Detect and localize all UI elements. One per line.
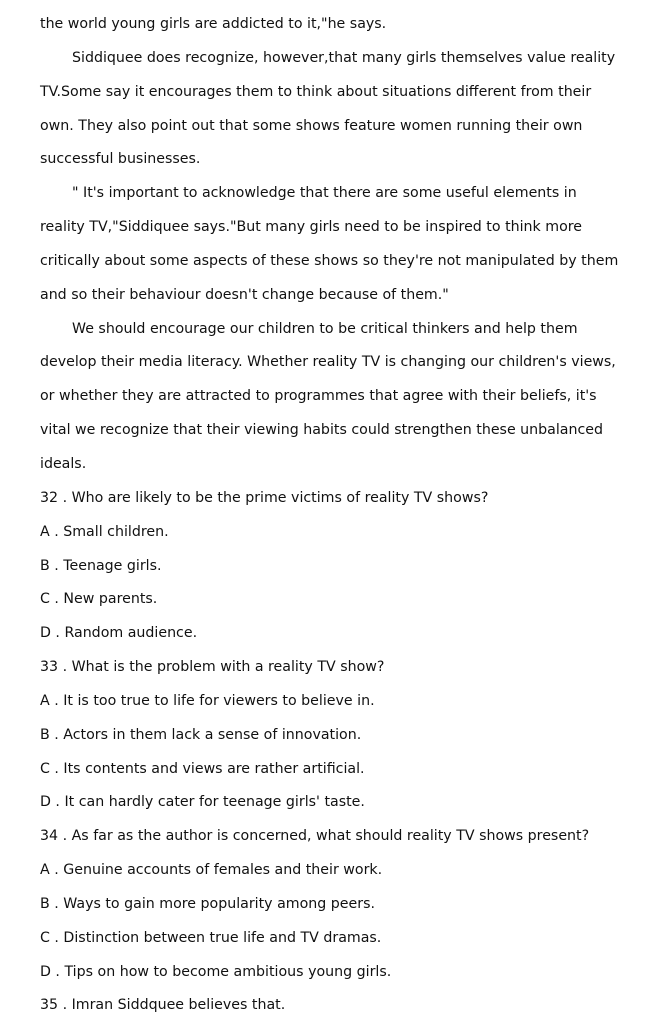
passage-line: critically about some aspects of these shows so they're not manipulated by them — [40, 252, 619, 269]
answer-option-a: A . It is too true to life for viewers to believe in. — [40, 692, 375, 709]
question-stem: 35 . Imran Siddquee believes that. — [40, 997, 286, 1014]
passage-line: develop their media literacy. Whether reality TV is changing our children's views, — [40, 354, 616, 371]
passage-line: and so their behaviour doesn't change because of them." — [40, 286, 449, 303]
passage — [0, 8, 655, 482]
answer-option-d: D . It can hardly cater for teenage girls' taste. — [40, 794, 365, 811]
passage-line: We should encourage our children to be critical thinkers and help them — [72, 320, 578, 337]
answer-option-c: C . New parents. — [40, 591, 158, 608]
answer-option-d: D . Tips on how to become ambitious young girls. — [40, 963, 392, 980]
question-34 — [0, 820, 655, 989]
answer-option-b: B . Ways to gain more popularity among peers. — [40, 895, 375, 912]
answer-option-a: A . Genuine accounts of females and their work. — [40, 862, 383, 879]
document-page — [0, 8, 655, 1023]
question-33 — [0, 651, 655, 820]
question-32 — [0, 482, 655, 651]
passage-line: ideals. — [40, 455, 87, 472]
passage-line: or whether they are attracted to programmes that agree with their beliefs, it's — [40, 388, 597, 405]
passage-line: the world young girls are addicted to it,"he says. — [40, 16, 387, 32]
passage-line: TV.Some say it encourages them to think about situations different from their — [40, 83, 592, 100]
answer-option-b: B . Actors in them lack a sense of innovation. — [40, 726, 362, 743]
passage-line: Siddiquee does recognize, however,that many girls themselves value reality — [72, 49, 616, 66]
passage-line: own. They also point out that some shows feature women running their own — [40, 117, 583, 134]
answer-option-c: C . Distinction between true life and TV dramas. — [40, 929, 382, 946]
passage-line: reality TV,"Siddiquee says."But many girls need to be inspired to think more — [40, 219, 583, 236]
answer-option-a: A . Small children. — [40, 523, 169, 540]
question-stem: 33 . What is the problem with a reality TV show? — [40, 659, 385, 676]
passage-line: " It's important to acknowledge that there are some useful elements in — [72, 185, 577, 202]
question-35 — [0, 989, 655, 1023]
passage-line: successful businesses. — [40, 151, 201, 168]
answer-option-d: D . Random audience. — [40, 625, 198, 642]
passage-line: vital we recognize that their viewing habits could strengthen these unbalanced — [40, 422, 604, 439]
answer-option-b: B . Teenage girls. — [40, 557, 162, 574]
question-stem: 34 . As far as the author is concerned, what should reality TV shows present? — [40, 828, 590, 845]
answer-option-c: C . Its contents and views are rather artificial. — [40, 760, 365, 777]
question-stem: 32 . Who are likely to be the prime victims of reality TV shows? — [40, 489, 489, 506]
